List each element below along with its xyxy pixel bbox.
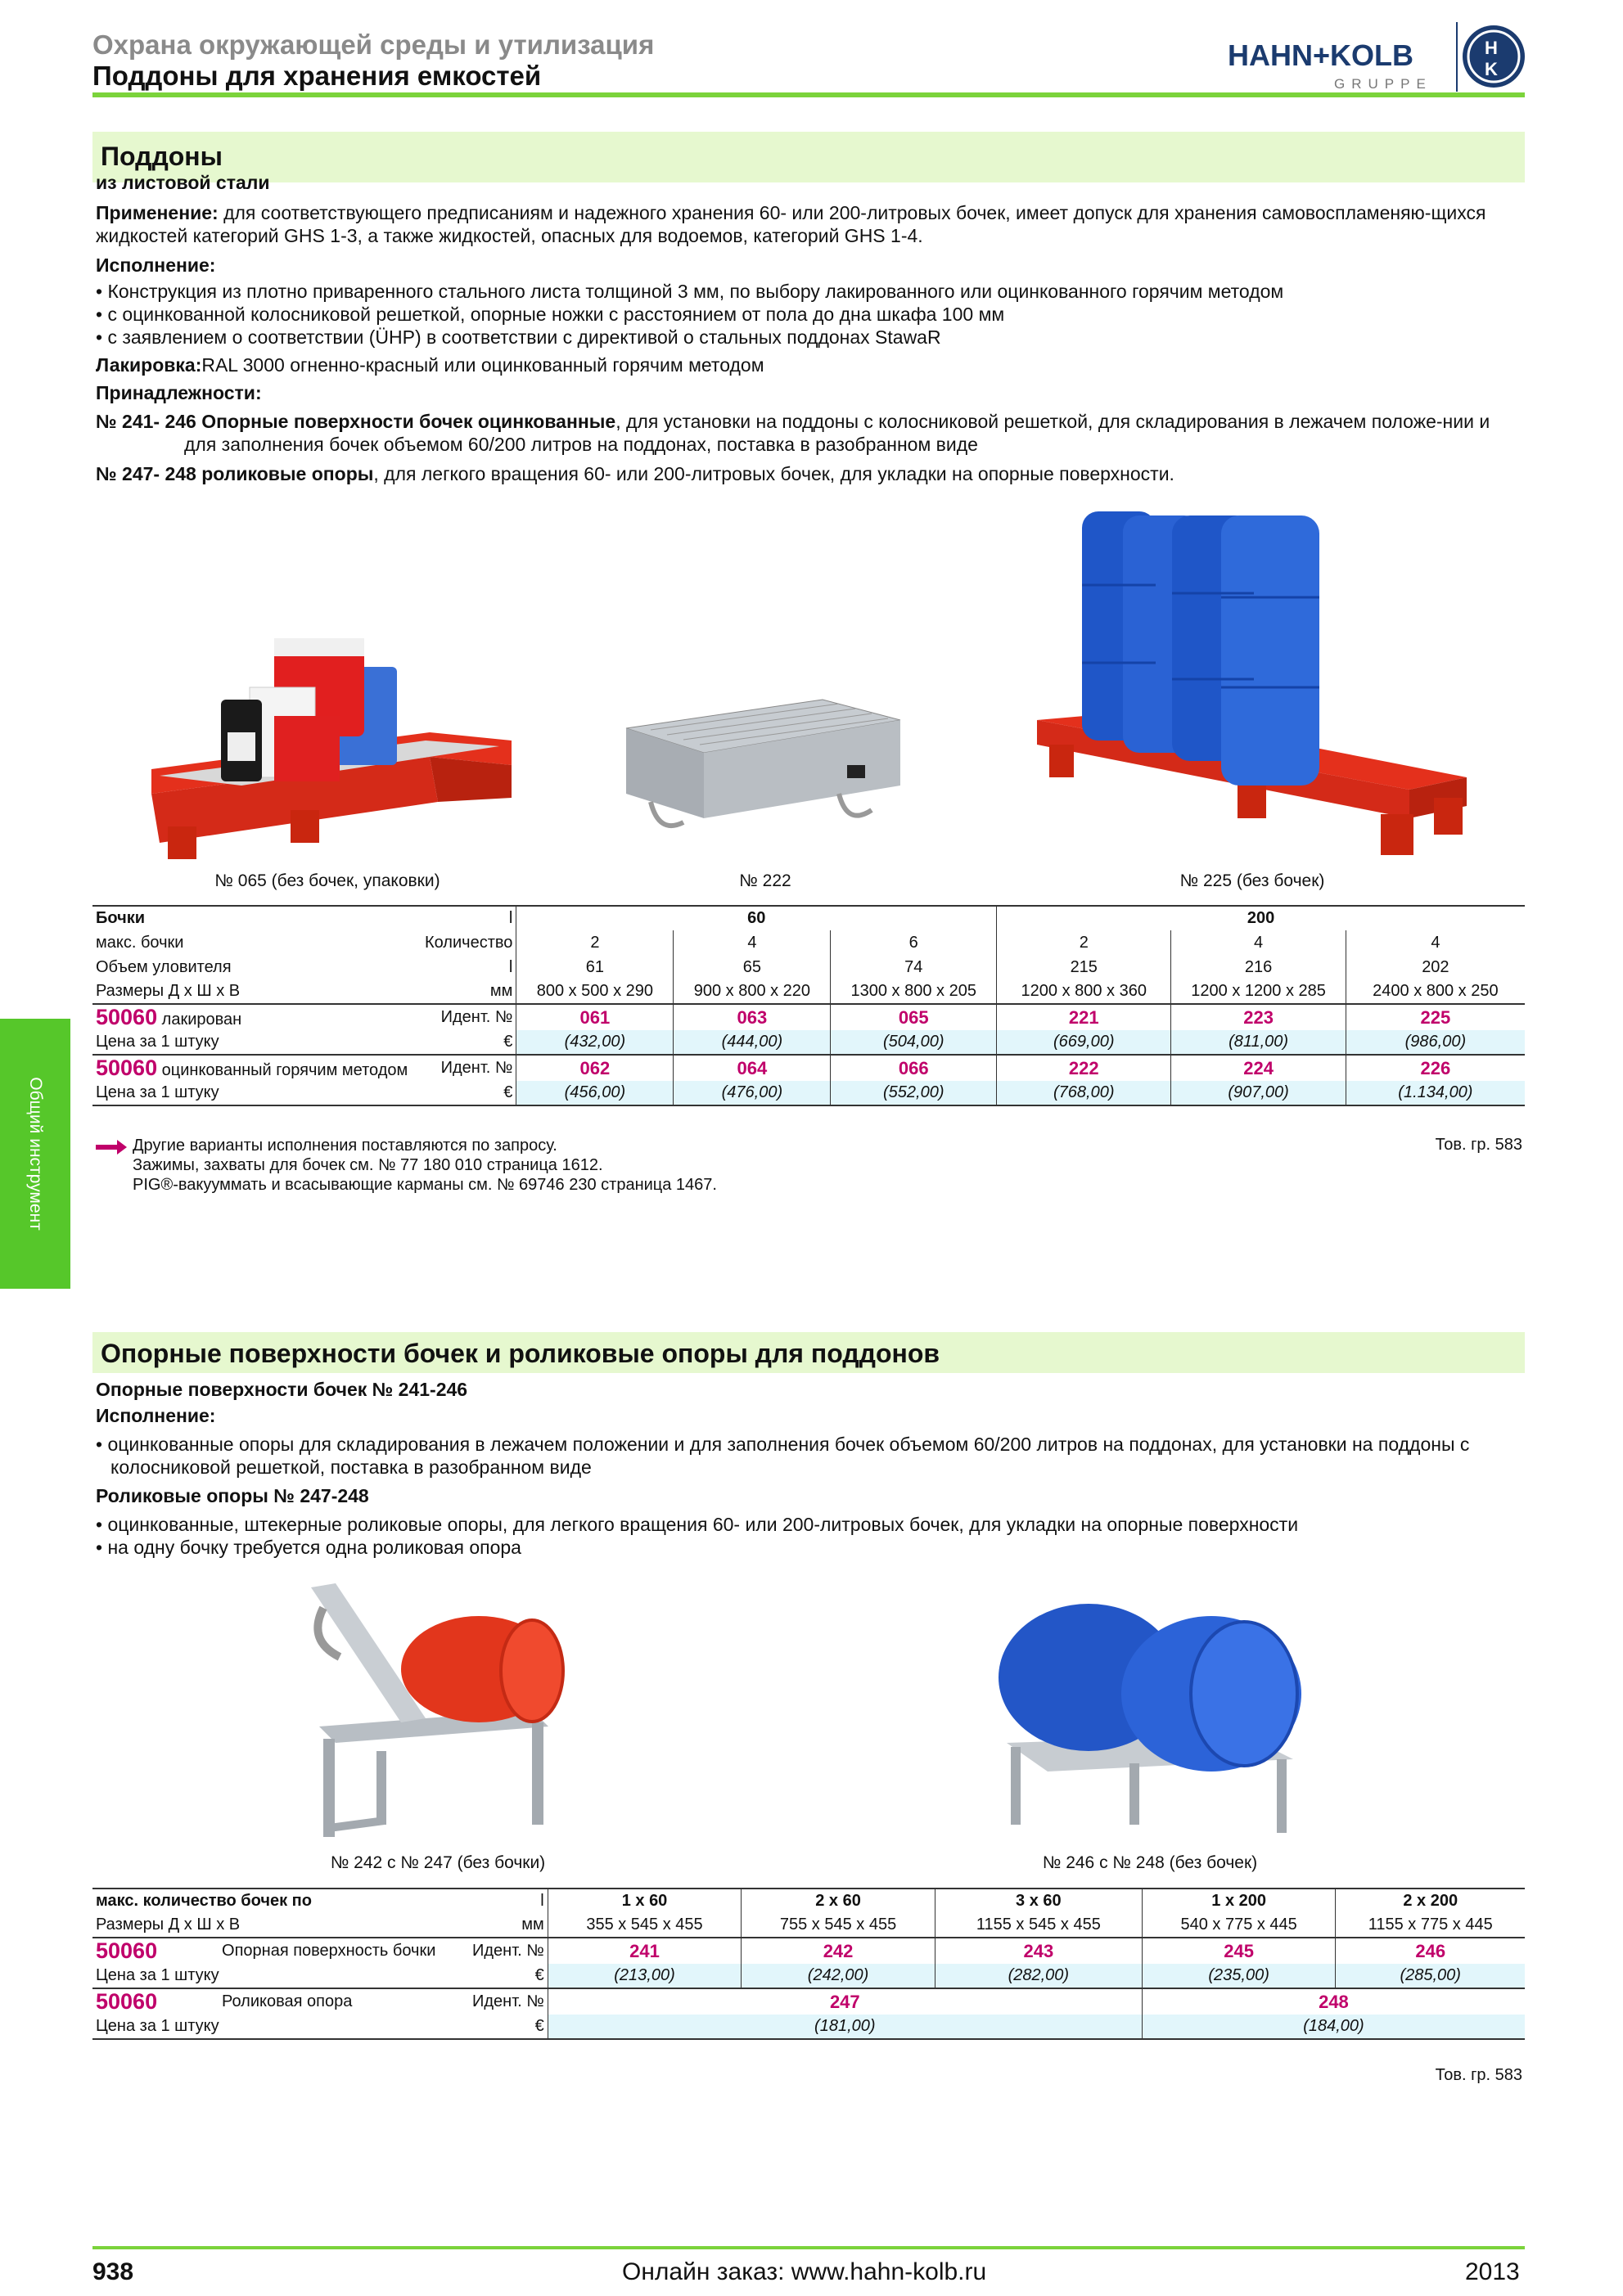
caption-065: № 065 (без бочек, упаковки) [214,871,440,890]
table-row: Объем уловителя l 61 65 74 215 216 202 [92,955,1525,979]
roller-247-image [303,1579,581,1849]
execution-label: Исполнение: [96,254,216,276]
table-row: Размеры Д х Ш х В мм 355 x 545 x 455 755 x 545 x 455 1155 x 545 x 455 540 x 775 x 445 1155 x 775 x 445 [92,1913,1525,1938]
section2-title-bar [92,1332,1525,1373]
hahn-kolb-logo [1228,18,1531,96]
header-subcategory: Поддоны для хранения емкостей [92,61,542,91]
section2-title: Опорные поверхности бочек и роликовые опоры для поддонов [101,1339,940,1368]
supports-table [92,1888,1525,2040]
caption-225: № 225 (без бочек) [1179,871,1325,890]
table-row: макс. количество бочек по l 1 x 60 2 x 60 3 x 60 1 x 200 2 x 200 [92,1889,1525,1913]
roller-248-image [999,1596,1310,1841]
table-row: Цена за 1 штуку € (456,00) (476,00) (552,00) (768,00) (907,00) (1.134,00) [92,1081,1525,1105]
pallets-table [92,905,1525,1106]
arrow-icon [94,1137,128,1157]
svg-text:K: K [1485,59,1498,79]
coating-line: Лакировка:RAL 3000 огненно-красный или оцинкованный горячим методом [96,354,764,376]
catalog-year: 2013 [1465,2258,1520,2285]
product-group-2: Тов. гр. 583 [1435,2066,1522,2084]
table-row: Бочки l 60 200 [92,906,1525,930]
section2-exec: Исполнение: [96,1405,216,1426]
section2-item: • оцинкованные, штекерные роликовые опоры, для легкого вращения 60- или 200-литровых бочек, для укладки на опорные поверхности [96,1514,1299,1535]
execution-item: • с оцинкованной колосниковой решеткой, опорные ножки с расстоянием от пола до дна шкафа 100 мм [96,304,1005,325]
table-row: 50060 лакирован Идент. № 061 063 065 221 223 225 [92,1004,1525,1030]
footer-divider [92,2246,1525,2249]
section2-sub1: Опорные поверхности бочек № 241-246 [96,1379,468,1400]
caption-242: № 242 с № 247 (без бочки) [330,1853,546,1872]
section2-item: • на одну бочку требуется одна роликовая опора [96,1537,521,1558]
caption-246: № 246 с № 248 (без бочек) [1042,1853,1258,1872]
svg-text:HAHN+KOLB: HAHN+KOLB [1228,38,1414,72]
table-row: 50060 Опорная поверхность бочки Идент. № 241 242 243 245 246 [92,1938,1525,1964]
product-group: Тов. гр. 583 [1435,1136,1522,1154]
pallet-065-image [143,589,520,867]
table-row: Цена за 1 штуку € (181,00) (184,00) [92,2015,1525,2039]
online-order-link[interactable]: Онлайн заказ: www.hahn-kolb.ru [622,2258,987,2285]
table-row: 50060 Роликовая опора Идент. № 247 248 [92,1988,1525,2015]
header-category: Охрана окружающей среды и утилизация [92,29,655,60]
side-tab[interactable]: Общий инструмент [0,1019,70,1289]
pallet-225-image [1033,507,1475,867]
section1-subtitle: из листовой стали [96,172,270,193]
page-number: 938 [92,2258,134,2285]
notes: Другие варианты исполнения поставляются по запросу. Зажимы, захваты для бочек см. № 77 180 010 страница 1612. PIG®-вакууммать и всасывающие карманы см. № 69746 230 страница 1467. [133,1137,717,1194]
accessory-1: № 241- 246 Опорные поверхности бочек оцинкованные, для установки на поддоны с колосниковой решеткой, для складирования в лежачем положе-нии и для заполнения бочек объемом 60/200 литров на поддонах, поставка в разобранном виде [96,411,1490,455]
table-row: Цена за 1 штуку € (432,00) (444,00) (504,00) (669,00) (811,00) (986,00) [92,1030,1525,1055]
table-row: 50060 оцинкованный горячим методом Идент. № 062 064 066 222 224 226 [92,1055,1525,1081]
accessory-2: № 247- 248 роликовые опоры, для легкого вращения 60- или 200-литровых бочек, для укладки на опорные поверхности. [96,463,1174,484]
table-row: макс. бочки Количество 2 4 6 2 4 4 [92,930,1525,955]
execution-item: • с заявлением о соответствии (ÜHP) в соответствии с директивой о стальных поддонах StawaR [96,326,941,348]
pallet-222-image [618,687,913,876]
svg-text:GRUPPE: GRUPPE [1334,76,1432,92]
svg-text:H: H [1485,38,1498,58]
table-row: Цена за 1 штуку € (213,00) (242,00) (282,00) (235,00) (285,00) [92,1964,1525,1988]
header-divider [92,92,1525,97]
section2-item: • оцинкованные опоры для складирования в лежачем положении и для заполнения бочек объемом 60/200 литров на поддонах, для установки на поддоны с колосниковой решеткой, поставка в разобранном виде [96,1434,1470,1478]
accessories-label: Принадлежности: [96,382,262,403]
caption-222: № 222 [739,871,791,890]
section1-title: Поддоны [101,142,223,171]
section2-sub2: Роликовые опоры № 247-248 [96,1485,369,1506]
application-paragraph: Применение: для соответствующего предписаниям и надежного хранения 60- или 200-литровых бочек, имеет допуск для хранения самовоспламеняю-щихся жидкостей категорий GHS 1-3, а также жидкостей, опасных для водоемов, категорий GHS 1-4. [96,202,1486,246]
table-row: Размеры Д х Ш х В мм 800 x 500 x 290 900 x 800 x 220 1300 x 800 x 205 1200 x 800 x 360 1200 x 1200 x 285 2400 x 800 x 250 [92,979,1525,1004]
execution-item: • Конструкция из плотно приваренного стального листа толщиной 3 мм, по выбору лакированного или оцинкованного горячим методом [96,281,1284,302]
section1-title-bar [92,132,1525,182]
